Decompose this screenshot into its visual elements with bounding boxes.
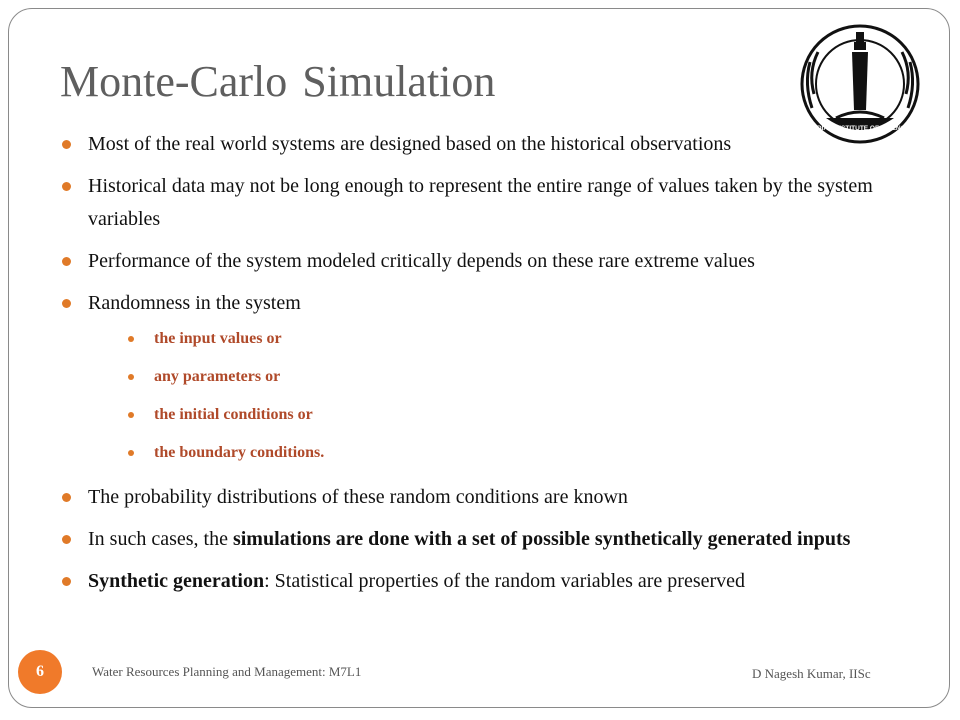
sub-list-item bbox=[60, 434, 910, 472]
sub-bullet-text: the initial conditions or bbox=[154, 406, 313, 423]
bullet-bold-text: Synthetic generation bbox=[88, 570, 265, 592]
sub-bullet-dot-icon bbox=[128, 450, 134, 456]
list-item bbox=[60, 523, 910, 556]
list-item bbox=[60, 481, 910, 514]
list-item bbox=[60, 128, 910, 161]
bullet-dot-icon bbox=[62, 140, 71, 149]
sub-bullet-dot-icon bbox=[128, 336, 134, 342]
slide-number-badge: 6 bbox=[18, 650, 62, 694]
bullet-text: Performance of the system modeled critically depends on these rare extreme values bbox=[88, 250, 755, 272]
sub-list-item bbox=[60, 358, 910, 396]
bullet-dot-icon bbox=[62, 493, 71, 502]
bullet-dot-icon bbox=[62, 577, 71, 586]
list-item bbox=[60, 170, 910, 236]
bullet-text: : Statistical properties of the random variables are preserved bbox=[264, 570, 746, 592]
bullet-text: In such cases, the bbox=[88, 528, 233, 550]
bullet-dot-icon bbox=[62, 535, 71, 544]
logo-text: INDIAN INSTITUTE OF SCIENCE bbox=[810, 125, 910, 132]
bullet-text: The probability distributions of these random conditions are known bbox=[88, 486, 628, 508]
list-item bbox=[60, 287, 910, 320]
bullet-list bbox=[60, 128, 910, 598]
sub-bullet-dot-icon bbox=[128, 374, 134, 380]
list-item bbox=[60, 245, 910, 278]
sub-bullet-text: the input values or bbox=[154, 330, 282, 347]
footer-course: Water Resources Planning and Management: M7L1 bbox=[92, 664, 362, 679]
list-item bbox=[60, 565, 910, 598]
bullet-bold-text: simulations are done with a set of possible synthetically generated inputs bbox=[232, 528, 851, 550]
sub-bullet-text: any parameters or bbox=[154, 368, 281, 385]
bullet-dot-icon bbox=[62, 299, 71, 308]
sub-list-item bbox=[60, 396, 910, 434]
bullet-text: Randomness in the system bbox=[88, 292, 301, 314]
slide-title: Monte-Carlo Simulation bbox=[60, 57, 496, 106]
bullet-text: Most of the real world systems are designed based on the historical observations bbox=[88, 133, 732, 155]
sub-bullet-dot-icon bbox=[128, 412, 134, 418]
footer-author: D Nagesh Kumar, IISc bbox=[752, 666, 871, 681]
bullet-text: Historical data may not be long enough to represent the entire range of values taken by the system variables bbox=[88, 175, 873, 230]
sub-list-item bbox=[60, 320, 910, 358]
sub-bullet-text: the boundary conditions. bbox=[154, 444, 325, 461]
bullet-dot-icon bbox=[62, 182, 71, 191]
bullet-dot-icon bbox=[62, 257, 71, 266]
